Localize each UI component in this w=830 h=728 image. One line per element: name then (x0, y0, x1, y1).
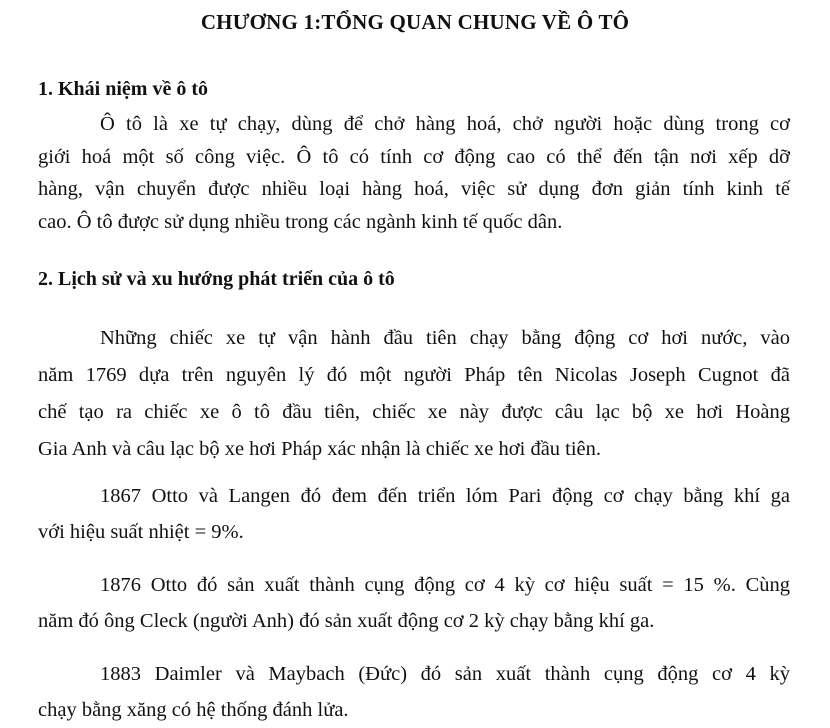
paragraph-line: hàng, vận chuyển được nhiều loại hàng hoá, việc sử dụng đơn giản tính kinh tế (38, 178, 790, 200)
paragraph-line: Ô tô là xe tự chạy, dùng để chở hàng hoá, chở người hoặc dùng trong cơ (100, 113, 790, 135)
chapter-title: CHƯƠNG 1:TỔNG QUAN CHUNG VỀ Ô TÔ (200, 10, 630, 34)
paragraph-line: chạy bằng xăng có hệ thống đánh lửa. (38, 699, 349, 721)
section-1-paragraph (38, 108, 790, 238)
paragraph-line: Những chiếc xe tự vận hành đầu tiên chạy bằng động cơ hơi nước, vào (100, 327, 790, 349)
paragraph-line: 1883 Daimler và Maybach (Đức) đó sản xuất thành cụng động cơ 4 kỳ (100, 663, 790, 685)
paragraph-line: 1867 Otto và Langen đó đem đến triển lóm Pari động cơ chạy bằng khí ga (100, 485, 790, 507)
paragraph-line: 1876 Otto đó sản xuất thành cụng động cơ 4 kỳ cơ hiệu suất = 15 %. Cùng (100, 574, 790, 596)
paragraph-line: với hiệu suất nhiệt = 9%. (38, 521, 244, 543)
section-2-paragraph-4 (38, 656, 790, 728)
section-2-paragraph-1 (38, 320, 790, 468)
section-2-paragraph-3 (38, 567, 790, 639)
section-1-heading: 1. Khái niệm về ô tô (38, 78, 208, 100)
paragraph-line: cao. Ô tô được sử dụng nhiều trong các ngành kinh tế quốc dân. (38, 210, 563, 233)
paragraph-line: chế tạo ra chiếc xe ô tô đầu tiên, chiếc xe này được câu lạc bộ xe hơi Hoàng (38, 401, 790, 423)
paragraph-line: năm đó ông Cleck (người Anh) đó sản xuất động cơ 2 kỳ chạy bằng khí ga. (38, 610, 655, 632)
paragraph-line: giới hoá một số công việc. Ô tô có tính cơ động cao có thể đến tận nơi xếp dỡ (38, 145, 790, 168)
section-2-paragraph-2 (38, 478, 790, 550)
paragraph-line: Gia Anh và câu lạc bộ xe hơi Pháp xác nhận là chiếc xe hơi đầu tiên. (38, 438, 602, 460)
section-2-heading: 2. Lịch sử và xu hướng phát triển của ô tô (38, 268, 395, 290)
paragraph-line: năm 1769 dựa trên nguyên lý đó một người Pháp tên Nicolas Joseph Cugnot đã (38, 364, 790, 386)
